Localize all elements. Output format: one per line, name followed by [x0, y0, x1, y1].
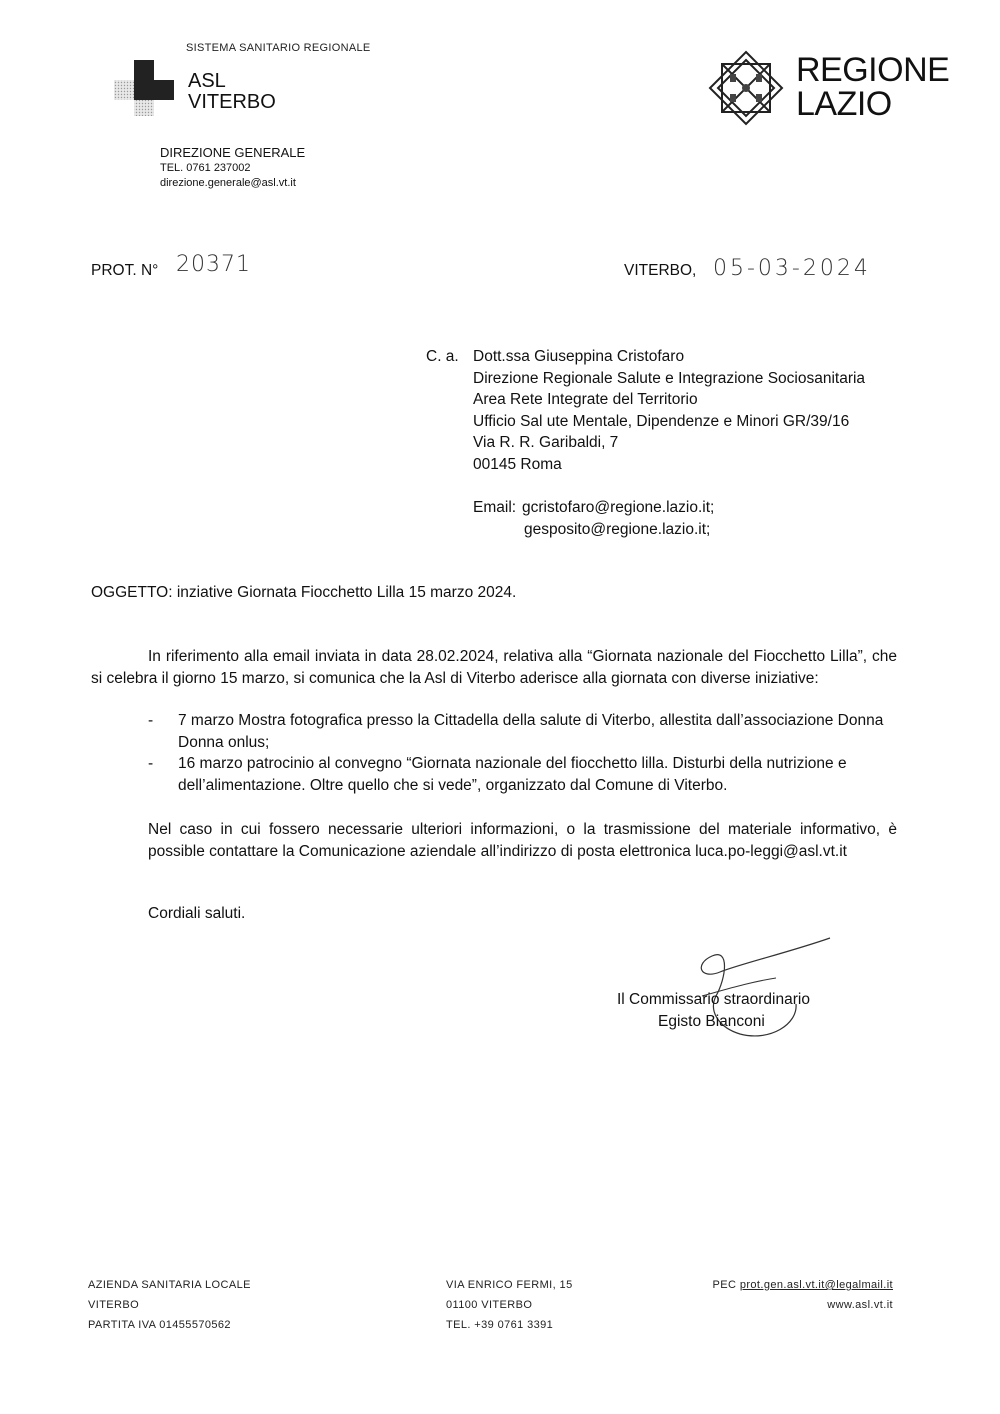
closing-paragraph: Nel caso in cui fossero necessarie ulteriori informazioni, o la trasmissione del materiale informativo, è possible contattare la Comunicazione aziendale all’indirizzo di posta elettronica luca.po-leggi@asl.vt.it	[148, 821, 897, 860]
system-label: SISTEMA SANITARIO REGIONALE	[186, 42, 371, 54]
recipient-email-1: gcristofaro@regione.lazio.it;	[522, 499, 715, 516]
footer-company-city: VITERBO	[88, 1299, 140, 1311]
recipient-email-label: Email:	[473, 499, 517, 516]
direction-email: direzione.generale@asl.vt.it	[160, 177, 296, 189]
footer-website[interactable]: www.asl.vt.it	[827, 1299, 893, 1311]
footer-company-name: AZIENDA SANITARIA LOCALE	[88, 1279, 251, 1291]
recipient-block	[473, 346, 943, 475]
footer-col-contacts	[640, 1275, 893, 1315]
bullet-dash: -	[148, 712, 154, 729]
regione-lazio-emblem	[708, 50, 784, 126]
date-value: 05-03-2024	[713, 256, 871, 281]
list-item	[148, 710, 897, 753]
footer-vat: PARTITA IVA 01455570562	[88, 1319, 231, 1331]
direction-block	[160, 145, 305, 191]
regione-line1: REGIONE	[796, 51, 950, 89]
footer-col-address	[446, 1275, 573, 1335]
recipient-line4: Via R. R. Garibaldi, 7	[473, 434, 619, 451]
date-city: VITERBO,	[624, 262, 697, 279]
protocol-number: 20371	[176, 252, 251, 277]
recipient-line3: Ufficio Sal ute Mentale, Dipendenze e Minori GR/39/16	[473, 412, 850, 430]
recipient-line5: 00145 Roma	[473, 455, 562, 473]
list-item	[148, 753, 897, 796]
bullet-text: 16 marzo patrocinio al convegno “Giornata nazionale del fiocchetto lilla. Disturbi della nutrizione e dell’alimentazione. Oltre quello che si vede”, organizzato dal Comune di Viterbo.	[178, 755, 847, 794]
footer-phone: TEL. +39 0761 3391	[446, 1319, 554, 1331]
signature-name: Egisto Bianconi	[658, 1013, 765, 1030]
protocol-label: PROT. N°	[91, 262, 159, 279]
footer-postcode: 01100 VITERBO	[446, 1299, 533, 1311]
footer-pec-address[interactable]: prot.gen.asl.vt.it@legalmail.it	[739, 1279, 893, 1291]
regione-line2: LAZIO	[796, 85, 892, 123]
footer-pec-label: PEC	[712, 1279, 737, 1291]
bullet-dash: -	[148, 755, 154, 772]
recipient-email-2: gesposito@regione.lazio.it;	[524, 521, 711, 538]
footer-street: VIA ENRICO FERMI, 15	[446, 1279, 573, 1291]
bullet-text: 7 marzo Mostra fotografica presso la Cittadella della salute di Viterbo, allestita dall’associazione Donna Donna onlus;	[178, 712, 884, 751]
footer-col-company	[88, 1275, 251, 1335]
greeting: Cordiali saluti.	[148, 905, 246, 922]
recipient-ca: C. a.	[426, 348, 459, 365]
recipient-line1: Direzione Regionale Salute e Integrazione Sociosanitaria	[473, 369, 866, 387]
direction-phone: TEL. 0761 237002	[160, 162, 251, 174]
recipient-name: Dott.ssa Giuseppina Cristofaro	[473, 348, 685, 365]
initiatives-list	[148, 710, 897, 796]
signature-role: Il Commissario straordinario	[617, 991, 810, 1008]
asl-logo	[114, 60, 176, 118]
recipient-line2: Area Rete Integrate del Territorio	[473, 391, 698, 408]
asl-name-line2: VITERBO	[188, 91, 276, 113]
intro-paragraph: In riferimento alla email inviata in data 28.02.2024, relativa alla “Giornata nazionale del Fiocchetto Lilla”, che si celebra il giorno 15 marzo, si comunica che la Asl di Viterbo aderisce alla giornata con diverse iniziative:	[91, 648, 897, 687]
direction-title: DIREZIONE GENERALE	[160, 145, 306, 160]
footer-pec-line	[640, 1275, 893, 1295]
asl-name-line1: ASL	[188, 70, 226, 92]
subject-line: OGGETTO: inziative Giornata Fiocchetto Lilla 15 marzo 2024.	[91, 584, 517, 601]
